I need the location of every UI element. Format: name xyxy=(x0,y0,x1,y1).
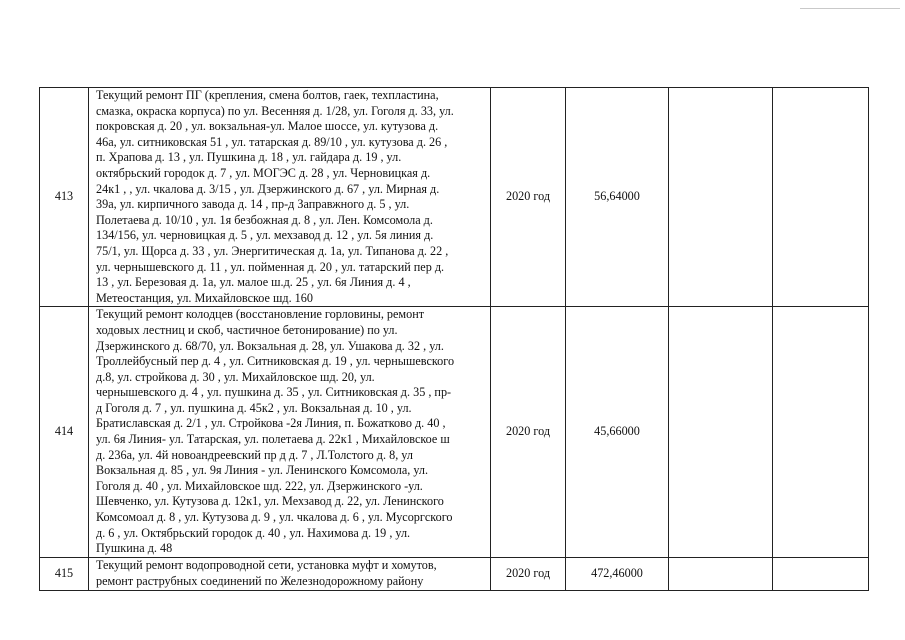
table-row xyxy=(40,557,869,590)
description-line: Дзержинского д. 68/70, ул. Вокзальная д. 28, ул. Ушакова д. 32 , ул. xyxy=(96,338,444,353)
description-line: д. 6 , ул. Октябрьский городок д. 40 , ул. Нахимова д. 19 , ул. xyxy=(96,525,411,540)
description-line: Вокзальная д. 85 , ул. 9я Линия - ул. Ленинского Комсомола, ул. xyxy=(96,463,429,478)
description-line: 46а, ул. ситниковская 51 , ул. татарская д. 89/10 , ул. кутузова д. 26 , xyxy=(96,134,448,149)
description-line: Текущий ремонт колодцев (восстановление горловины, ремонт xyxy=(96,307,425,322)
description-line: 39а, ул. кирпичного завода д. 14 , пр-д Заправжного д. 5 , ул. xyxy=(96,197,410,212)
work-amount: 45,66000 xyxy=(566,307,669,558)
description-line: ул. чернышевского д. 11 , ул. пойменная д. 20 , ул. татарский пер д. xyxy=(96,259,445,274)
works-table xyxy=(39,87,869,591)
work-amount: 472,46000 xyxy=(566,557,669,590)
empty-cell xyxy=(773,307,869,558)
description-line: Полетаева д. 10/10 , ул. 1я безбожная д. 8 , ул. Лен. Комсомола д. xyxy=(96,212,433,227)
description-line: смазка, окраска корпуса) по ул. Весенняя д. 1/28, ул. Гоголя д. 33, ул. xyxy=(96,103,454,118)
description-line: ходовых лестниц и скоб, частичное бетонирование) по ул. xyxy=(96,322,398,337)
description-line: Троллейбусный пер д. 4 , ул. Ситниковская д. 19 , ул. чернышевского xyxy=(96,354,455,369)
description-line: д. 236а, ул. 4й новоандреевский пр д д. 7 , Л.Толстого д. 8, ул xyxy=(96,447,413,462)
table-row xyxy=(40,307,869,558)
work-description xyxy=(89,88,491,307)
description-line: д.8, ул. стройкова д. 30 , ул. Михайловское шд. 20, ул. xyxy=(96,369,375,384)
row-number: 413 xyxy=(40,88,89,307)
work-description xyxy=(89,307,491,558)
empty-cell xyxy=(669,88,773,307)
work-year: 2020 год xyxy=(491,88,566,307)
description-line: п. Храпова д. 13 , ул. Пушкина д. 18 , ул. гайдара д. 19 , ул. xyxy=(96,150,402,165)
work-year: 2020 год xyxy=(491,307,566,558)
empty-cell xyxy=(669,557,773,590)
table-row xyxy=(40,88,869,307)
description-line: чернышевского д. 4 , ул. пушкина д. 35 , ул. Ситниковская д. 35 , пр- xyxy=(96,385,452,400)
empty-cell xyxy=(773,557,869,590)
description-line: д Гоголя д. 7 , ул. пушкина д. 45к2 , ул. Вокзальная д. 10 , ул. xyxy=(96,400,412,415)
work-year: 2020 год xyxy=(491,557,566,590)
description-line: октябрьский городок д. 7 , ул. МОГЭС д. 28 , ул. Черновицкая д. xyxy=(96,165,431,180)
empty-cell xyxy=(669,307,773,558)
scan-artifact-line xyxy=(800,8,900,9)
work-amount: 56,64000 xyxy=(566,88,669,307)
work-description xyxy=(89,557,491,590)
description-line: Пушкина д. 48 xyxy=(96,541,173,556)
description-line: 75/1, ул. Щорса д. 33 , ул. Энергитическая д. 1а, ул. Типанова д. 22 , xyxy=(96,243,449,258)
description-line: ремонт раструбных соединений по Железнодорожному району xyxy=(96,573,424,588)
row-number: 415 xyxy=(40,557,89,590)
description-line: Текущий ремонт ПГ (крепления, смена болтов, гаек, техпластина, xyxy=(96,88,439,102)
description-line: Метеостанция, ул. Михайловское шд. 160 xyxy=(96,290,313,305)
description-line: Текущий ремонт водопроводной сети, установка муфт и хомутов, xyxy=(96,558,437,573)
description-line: покровская д. 20 , ул. вокзальная-ул. Малое шоссе, ул. кутузова д. xyxy=(96,119,439,134)
description-line: ул. 6я Линия- ул. Татарская, ул. полетаева д. 22к1 , Михайловское ш xyxy=(96,432,450,447)
row-number: 414 xyxy=(40,307,89,558)
empty-cell xyxy=(773,88,869,307)
description-line: Братиславская д. 2/1 , ул. Стройкова -2я Линия, п. Божатково д. 40 , xyxy=(96,416,446,431)
description-line: Комсомоал д. 8 , ул. Кутузова д. 9 , ул. чкалова д. 6 , ул. Мусоргского xyxy=(96,510,453,525)
description-line: 24к1 , , ул. чкалова д. 3/15 , ул. Дзержинского д. 67 , ул. Мирная д. xyxy=(96,181,440,196)
description-line: 134/156, ул. черновицкая д. 5 , ул. мехзавод д. 12 , ул. 5я линия д. xyxy=(96,228,434,243)
description-line: Гоголя д. 40 , ул. Михайловское шд. 222, ул. Дзержинского -ул. xyxy=(96,478,423,493)
description-line: Шевченко, ул. Кутузова д. 12к1, ул. Мехзавод д. 22, ул. Ленинского xyxy=(96,494,444,509)
description-line: 13 , ул. Березовая д. 1а, ул. малое ш.д. 25 , ул. 6я Линия д. 4 , xyxy=(96,275,411,290)
